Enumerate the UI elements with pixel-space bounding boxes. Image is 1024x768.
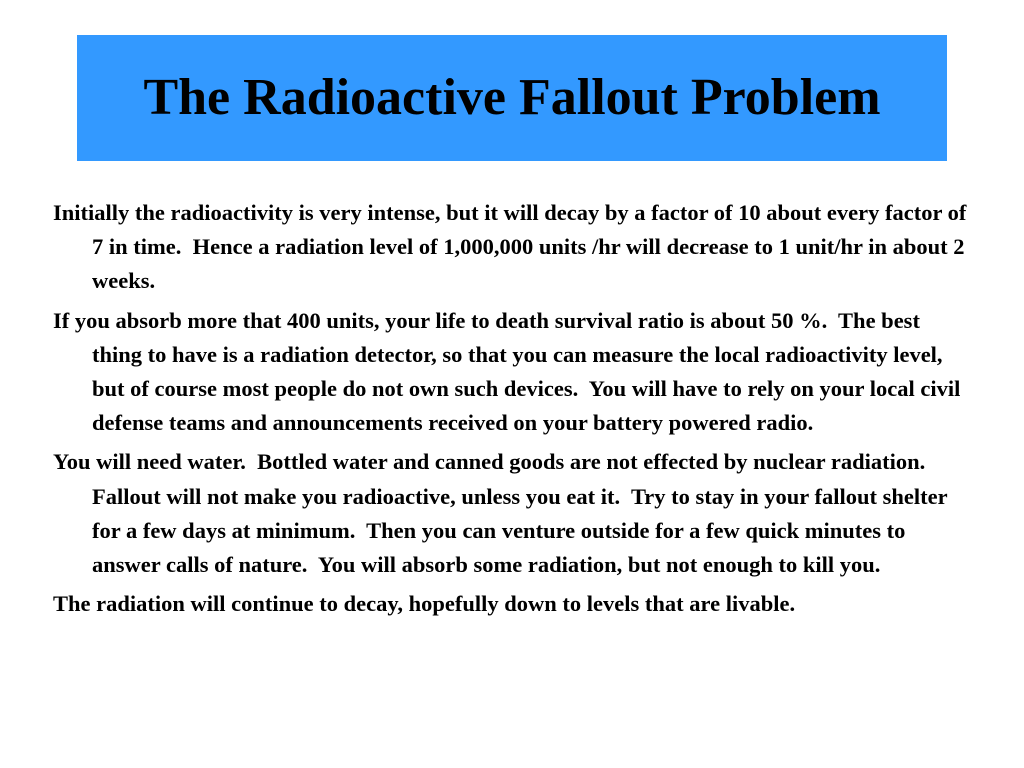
paragraph-water-and-shelter: You will need water. Bottled water and canned goods are not effected by nuclear radiation. Fallout will not make you radioactive, unless you eat it. Try to stay in your fallout shelter for a few days at minimum. Then you can venture outside for a few quick minutes to answer calls of nature. You will absorb some radiation, but not enough to kill you. bbox=[53, 449, 953, 578]
slide-title-banner bbox=[77, 35, 947, 161]
paragraph-decay-rate: Initially the radioactivity is very intense, but it will decay by a factor of 10 about every factor of 7 in time. Hence a radiation level of 1,000,000 units /hr will decrease to 1 unit/hr in about 2 weeks. bbox=[53, 200, 973, 294]
slide-body bbox=[53, 196, 971, 626]
paragraph-radiation-detector: If you absorb more that 400 units, your life to death survival ratio is about 50 %. The best thing to have is a radiation detector, so that you can measure the local radioactivity level, but of course most people do not own such devices. You will have to rely on your local civil defense teams and announcements received on your battery powered radio. bbox=[53, 307, 966, 436]
slide-title: The Radioactive Fallout Problem bbox=[143, 69, 881, 126]
paragraph-continued-decay: The radiation will continue to decay, hopefully down to levels that are livable. bbox=[53, 591, 796, 617]
